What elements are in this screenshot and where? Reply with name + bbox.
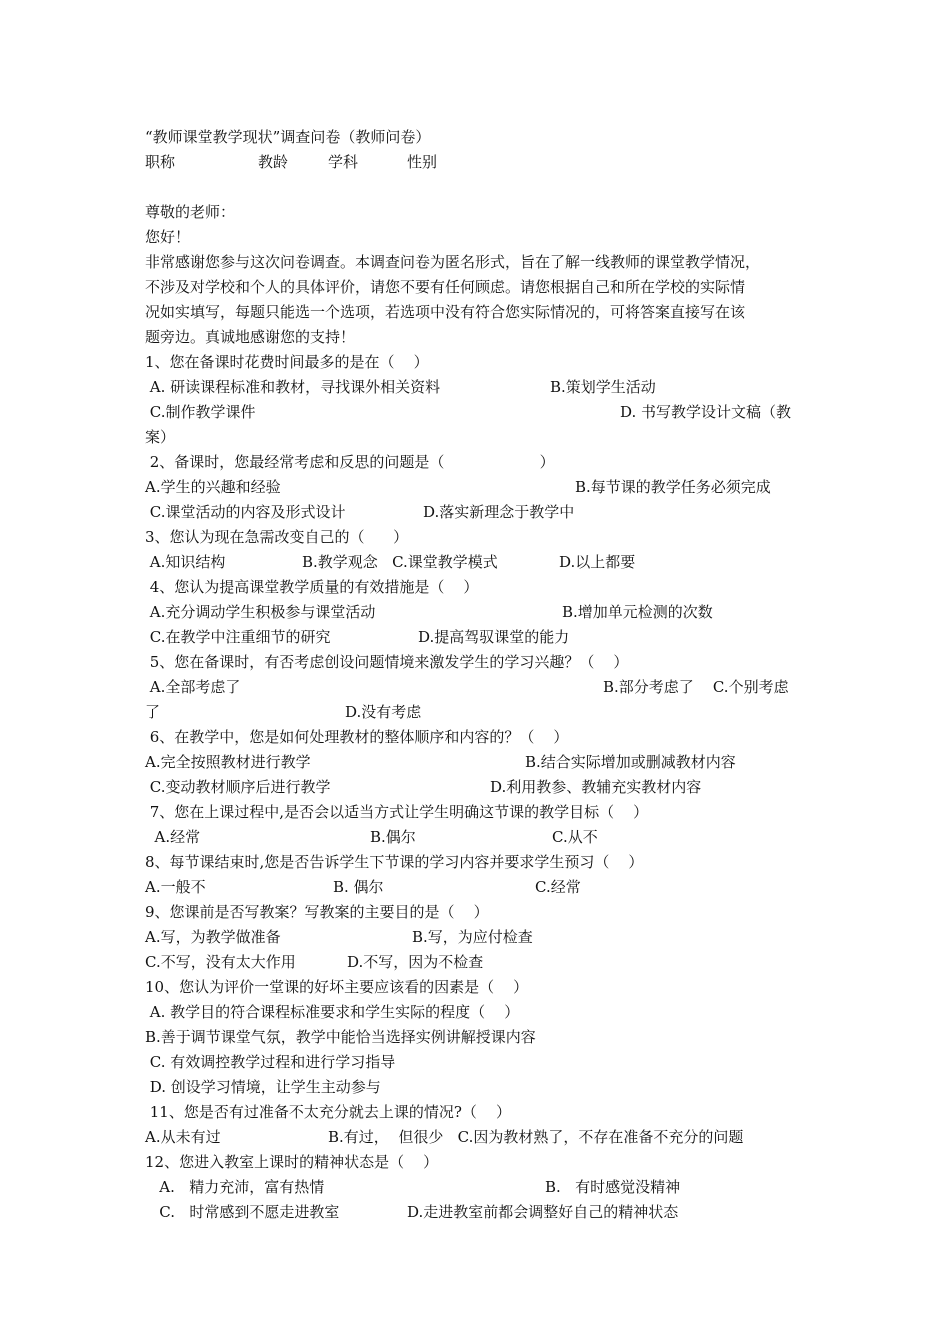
field-subject-label: 学科 xyxy=(328,153,359,171)
intro-line: 非常感谢您参与这次问卷调查。本调查问卷为匿名形式，旨在了解一线教师的课堂教学情况， xyxy=(145,253,761,271)
option-c[interactable]: C.变动教材顺序后进行教学 xyxy=(145,778,331,796)
option-a[interactable]: A.充分调动学生积极参与课堂活动 xyxy=(145,603,376,621)
question-2-options-row xyxy=(145,478,771,496)
hello-line: 您好！ xyxy=(145,228,191,246)
option-d-continued: 案） xyxy=(145,428,176,446)
option-b[interactable]: B.增加单元检测的次数 xyxy=(562,603,713,621)
option-b[interactable]: B. 有时感觉没精神 xyxy=(545,1178,681,1196)
question-2: 2、备课时，您最经常考虑和反思的问题是（ ） xyxy=(145,453,555,471)
option-a[interactable]: A.学生的兴趣和经验 xyxy=(145,478,281,496)
option-b-c[interactable]: B.有过， 但很少 C.因为教材熟了，不存在准备不充分的问题 xyxy=(328,1128,744,1146)
question-7: 7、您在上课过程中,是否会以适当方式让学生明确这节课的教学目标（ ） xyxy=(145,803,649,821)
question-6-options-row xyxy=(145,778,702,796)
question-1-options-row xyxy=(145,403,792,421)
question-10: 10、您认为评价一堂课的好坏主要应该看的因素是（ ） xyxy=(145,978,529,996)
field-gender-label: 性别 xyxy=(407,153,438,171)
option-c[interactable]: C.经常 xyxy=(535,878,581,896)
field-teaching-years-label: 教龄 xyxy=(258,153,289,171)
option-a[interactable]: A.全部考虑了 xyxy=(145,678,241,696)
intro-line: 题旁边。真诚地感谢您的支持！ xyxy=(145,328,356,346)
option-c[interactable]: C. 时常感到不愿走进教室 xyxy=(145,1203,340,1221)
option-b[interactable]: B.结合实际增加或删减教材内容 xyxy=(525,753,736,771)
option-b[interactable]: B.策划学生活动 xyxy=(550,378,656,396)
intro-line: 不涉及对学校和个人的具体评价，请您不要有任何顾虑。请您根据自己和所在学校的实际情 xyxy=(145,278,746,296)
question-4-options-row xyxy=(145,603,713,621)
question-5-options-row xyxy=(145,703,422,721)
question-12-options-row xyxy=(145,1203,679,1221)
question-4-options-row xyxy=(145,628,570,646)
question-3: 3、您认为现在急需改变自己的（ ） xyxy=(145,528,409,546)
option-c[interactable]: C.制作教学课件 xyxy=(145,403,256,421)
question-12-options-row xyxy=(145,1178,681,1196)
option-a[interactable]: A.写，为教学做准备 xyxy=(145,928,281,946)
option-c[interactable]: C.不写，没有太大作用 xyxy=(145,953,296,971)
option-b[interactable]: B.写，为应付检查 xyxy=(412,928,533,946)
salutation: 尊敬的老师： xyxy=(145,203,236,221)
option-b-c[interactable]: B.部分考虑了 C.个别考虑 xyxy=(603,678,789,696)
question-11: 11、您是否有过准备不太充分就去上课的情况?（ ） xyxy=(145,1103,511,1121)
question-4: 4、您认为提高课堂教学质量的有效措施是（ ） xyxy=(145,578,479,596)
question-8: 8、每节课结束时,您是否告诉学生下节课的学习内容并要求学生预习（ ） xyxy=(145,853,644,871)
option-a[interactable]: A. 精力充沛，富有热情 xyxy=(145,1178,325,1196)
option-a[interactable]: A.知识结构 xyxy=(145,553,226,571)
question-7-options-row xyxy=(145,828,598,846)
option-c[interactable]: C.在教学中注重细节的研究 xyxy=(145,628,331,646)
option-c[interactable]: C. 有效调控教学过程和进行学习指导 xyxy=(145,1053,396,1071)
option-d[interactable]: D.没有考虑 xyxy=(345,703,422,721)
question-5: 5、您在备课时，有否考虑创设问题情境来激发学生的学习兴趣？（ ） xyxy=(145,653,629,671)
question-2-options-row xyxy=(145,503,575,521)
question-6: 6、在教学中，您是如何处理教材的整体顺序和内容的？（ ） xyxy=(145,728,569,746)
option-d[interactable]: D.利用教参、教辅充实教材内容 xyxy=(490,778,702,796)
question-9-options-row xyxy=(145,953,484,971)
option-d[interactable]: D.以上都要 xyxy=(559,553,636,571)
option-a[interactable]: A.一般不 xyxy=(145,878,206,896)
question-1: 1、您在备课时花费时间最多的是在（ ） xyxy=(145,353,429,371)
question-3-options-row xyxy=(145,553,636,571)
option-d[interactable]: D. 创设学习情境，让学生主动参与 xyxy=(145,1078,381,1096)
question-12: 12、您进入教室上课时的精神状态是（ ） xyxy=(145,1153,439,1171)
option-b[interactable]: B.偶尔 xyxy=(370,828,416,846)
option-d[interactable]: D.走进教室前都会调整好自己的精神状态 xyxy=(407,1203,679,1221)
option-d[interactable]: D.提高驾驭课堂的能力 xyxy=(418,628,570,646)
info-fields-row xyxy=(145,153,438,171)
option-a[interactable]: A.从未有过 xyxy=(145,1128,221,1146)
option-b[interactable]: B.每节课的教学任务必须完成 xyxy=(575,478,771,496)
option-a[interactable]: A. 教学目的符合课程标准要求和学生实际的程度（ ） xyxy=(145,1003,520,1021)
option-b[interactable]: B.善于调节课堂气氛，教学中能恰当选择实例讲解授课内容 xyxy=(145,1028,536,1046)
option-d[interactable]: D.落实新理念于教学中 xyxy=(423,503,575,521)
option-c[interactable]: C.课堂活动的内容及形式设计 xyxy=(145,503,346,521)
option-d[interactable]: D. 书写教学设计文稿（教 xyxy=(620,403,792,421)
question-9: 9、您课前是否写教案？写教案的主要目的是（ ） xyxy=(145,903,489,921)
question-5-options-row xyxy=(145,678,789,696)
option-b[interactable]: B. 偶尔 xyxy=(333,878,384,896)
question-8-options-row xyxy=(145,878,581,896)
field-title-label: 职称 xyxy=(145,153,176,171)
question-9-options-row xyxy=(145,928,533,946)
option-a[interactable]: A.经常 xyxy=(145,828,201,846)
option-a[interactable]: A. 研读课程标准和教材，寻找课外相关资料 xyxy=(145,378,441,396)
document-title: “教师课堂教学现状”调查问卷（教师问卷） xyxy=(145,128,431,146)
option-c[interactable]: C.从不 xyxy=(552,828,598,846)
question-1-options-row xyxy=(145,378,656,396)
option-b-c[interactable]: B.教学观念 C.课堂教学模式 xyxy=(302,553,498,571)
intro-line: 况如实填写，每题只能选一个选项，若选项中没有符合您实际情况的，可将答案直接写在该 xyxy=(145,303,746,321)
question-6-options-row xyxy=(145,753,736,771)
option-a[interactable]: A.完全按照教材进行教学 xyxy=(145,753,311,771)
option-c-continued: 了 xyxy=(145,703,161,721)
option-d[interactable]: D.不写，因为不检查 xyxy=(347,953,484,971)
question-11-options-row xyxy=(145,1128,744,1146)
